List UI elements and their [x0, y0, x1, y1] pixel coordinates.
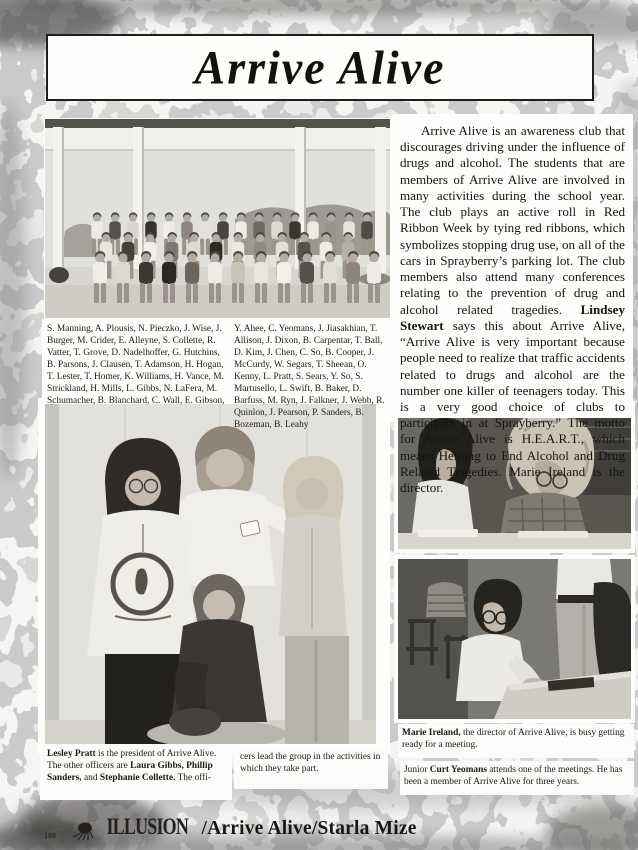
curt-photo-image: [398, 559, 631, 719]
article-box: [391, 114, 633, 496]
marie-caption-box: [398, 724, 634, 758]
group-photo-frame: [44, 118, 393, 321]
officer-girl-right-figure: [279, 456, 349, 744]
officers-photo-image: [45, 404, 376, 744]
roster-caption-column-1: S. Manning, A. Plousis, N. Pieczko, J. Wise, J. Burger, M. Crider, E. Alleyne, S. Collette, R. Vatter, T. Grove, D. Nadelhoffer, G. Hutchins, B. Parsons, J. Clausen, T. Adamson, H. Hogan, T. Lester, T. Homer, K. Williams, H. Vance, M. Strickland, H. Mills, L. Gibbs, N. LaFera, M. Schumacher, B. Blanchard, C. Wall, E. Gibson,: [47, 324, 225, 407]
curt-photo-frame: [394, 555, 635, 723]
officers-photo-frame: [38, 398, 390, 754]
page-title: Arrive Alive: [194, 40, 446, 95]
footer-credit: /Arrive Alive/Starla Mize: [201, 818, 417, 839]
magazine-name: ILLUSION: [106, 814, 188, 839]
footer: [44, 814, 604, 846]
page-title-box: [46, 34, 594, 101]
article-text: Arrive Alive is an awareness club that discourages driving under the influence of drugs and alcohol. The students that are members of Arrive Alive are involved in many activities during the school year. The club plays an active roll in Red Ribbon Week by tying red ribbons, which symbolizes stopping drug use, on all of the cars in Sprayberry’s parking lot. The club members also attend many conferences relating to the prevention of drug and alcohol related tragedies. Lindsey Stewart says this about Arrive Alive, “Arrive Alive is very important because people need to realize that traffic accidents related to drugs and alcohol are the number one killer of teenagers today. This is a very good choice of clubs to participate in at Sprayberry.” The motto for Arrive Alive is H.E.A.R.T., which means Helping to End Alcohol and Drug Related Tragedies. Marie Ireland is the director.: [400, 123, 625, 496]
officers-caption-text-1: Lesley Pratt is the president of Arrive Alive. The other officers are Laura Gibbs, Phillip Sanders, and Stephanie Collette. The offi-: [47, 749, 217, 784]
illusion-burst-icon: [72, 821, 94, 846]
marie-caption-text: Marie Ireland, the director of Arrive Alive, is busy getting ready for a meeting.: [402, 728, 625, 751]
officers-caption-text-2: cers lead the group in the activities in which they take part.: [240, 752, 381, 775]
officers-caption-column-1: [40, 744, 232, 800]
curt-caption-box: [400, 761, 634, 795]
group-photo-image: [45, 119, 390, 318]
roster-caption-column-2: Y. Ahee, C. Yeomans, J. Jiasakhian, T. Allison, J. Dixon, B. Carpentar, T. Ball, D. Kim, J. Chen, C. So, B. Cooper, J. McCurdy, W. Segars, T. Sheean, O. Kenny, L. Pratt, S. Sears, Y. So, S. Martusello, L. Swift, B. Baker, D. Barfuss, M. Ryn, J. Falkner, J. Webb, R. Quinlon, J. Pearson, P. Sanders, B. Bozeman, B. Leahy: [234, 324, 385, 431]
curt-caption-text: Junior Curt Yeomans attends one of the meetings. He has been a member of Arrive Alive for three years.: [404, 765, 623, 788]
officers-caption-column-2: [234, 747, 388, 789]
page-number: 180: [44, 830, 56, 840]
